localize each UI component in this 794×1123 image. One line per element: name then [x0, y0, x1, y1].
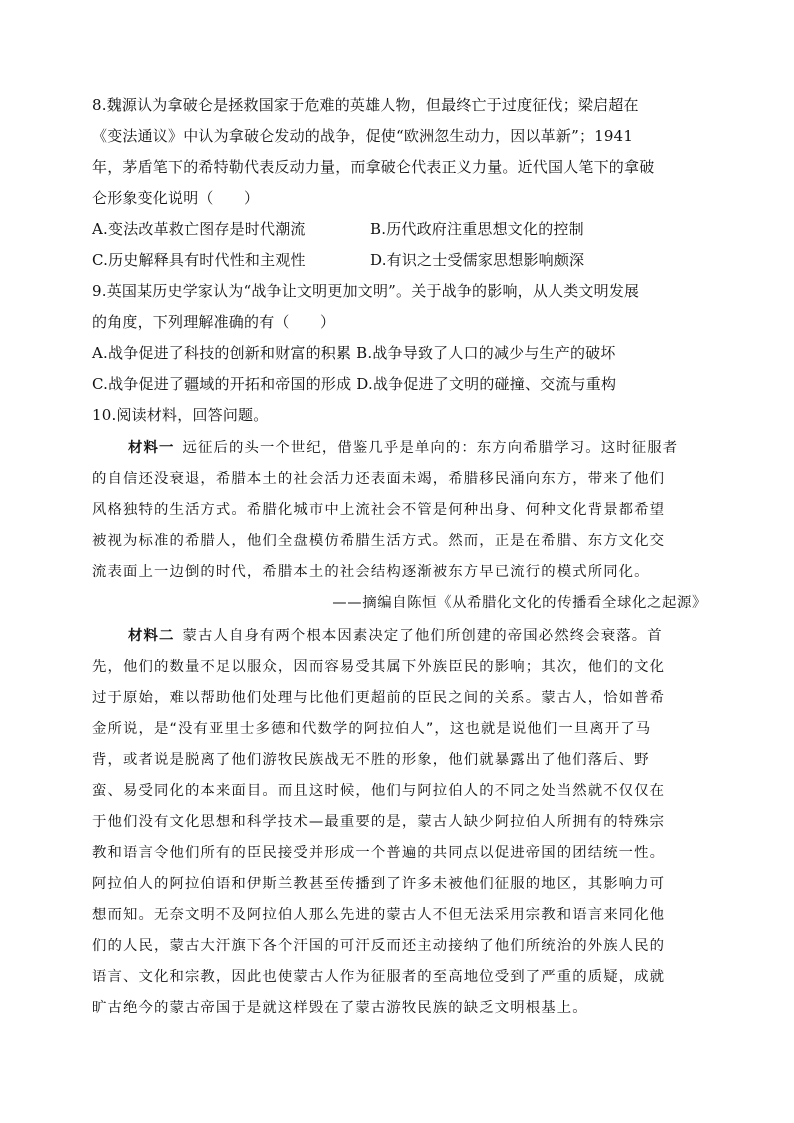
question-8-stem-line: 8.魏源认为拿破仑是拯救国家于危难的英雄人物，但最终亡于过度征伐；梁启超在 — [92, 96, 639, 114]
question-8-option-d[interactable]: D.有识之士受儒家思想影响颇深 — [370, 251, 585, 269]
question-8-stem-line: 年，茅盾笔下的希特勒代表反动力量，而拿破仑代表正义力量。近代国人笔下的拿破 — [92, 158, 655, 176]
material-2 — [92, 621, 707, 1024]
material-1-source: ——摘编自陈恒《从希腊化文化的传播看全球化之起源》 — [332, 595, 707, 611]
material-2-text-line: 背，或者说是脱离了他们游牧民族战无不胜的形象，他们就暴露出了他们落后、野 — [92, 752, 650, 768]
question-9 — [92, 276, 707, 400]
question-9-options-cd[interactable]: C.战争促进了疆域的开拓和帝国的形成 D.战争促进了文明的碰撞、交流与重构 — [92, 375, 617, 393]
material-2-text-line: 蛮、易受同化的本来面目。而且这时候，他们与阿拉伯人的不同之处当然就不仅仅在 — [92, 783, 666, 799]
material-1-text-line: 远征后的头一个世纪，借鉴几乎是单向的：东方向希腊学习。这时征服者 — [182, 440, 679, 456]
material-2-first-line — [92, 621, 707, 652]
question-8-option-c[interactable]: C.历史解释具有时代性和主观性 — [92, 251, 306, 269]
question-8-option-a[interactable]: A.变法改革救亡图存是时代潮流 — [92, 220, 306, 238]
question-8 — [92, 90, 707, 276]
material-1-text-line: 风格独特的生活方式。希腊化城市中上流社会不管是何种出身、何种文化背景都希望 — [92, 502, 666, 518]
material-2-text-line: 先，他们的数量不足以服众，因而容易受其属下外族臣民的影响；其次，他们的文化 — [92, 659, 666, 675]
material-2-text-line: 金所说，是“没有亚里士多德和代数学的阿拉伯人”，这也就是说他们一旦离开了马 — [92, 721, 652, 737]
material-2-text-line: 旷古绝今的蒙古帝国于是就这样毁在了蒙古游牧民族的缺乏文明根基上。 — [92, 1000, 588, 1016]
material-1-first-line — [92, 433, 707, 464]
material-2-label: 材料二 — [128, 628, 175, 644]
material-1-text-line: 被视为标准的希腊人，他们全盘模仿希腊生活方式。然而，正是在希腊、东方文化交 — [92, 533, 666, 549]
question-10 — [92, 400, 707, 1024]
exam-page — [92, 90, 707, 1024]
question-9-stem-line: 的角度，下列理解准确的有（ ） — [92, 313, 336, 331]
material-2-text-line: 们的人民，蒙古大汗旗下各个汗国的可汗反而还主动接纳了他们所统治的外族人民的 — [92, 938, 666, 954]
material-2-text-line: 于他们没有文化思想和科学技术—最重要的是，蒙古人缺少阿拉伯人所拥有的特殊宗 — [92, 814, 666, 830]
material-2-text-line: 教和语言令他们所有的臣民接受并形成一个普遍的共同点以促进帝国的团结统一性。 — [92, 845, 666, 861]
material-1-text-line: 流表面上一边倒的时代，希腊本土的社会结构逐渐被东方早已流行的模式所同化。 — [92, 564, 650, 580]
question-8-options-row-2 — [92, 245, 707, 276]
question-8-stem-line: 仑形象变化说明（ ） — [92, 189, 260, 207]
material-1-text-line: 的自信还没衰退，希腊本土的社会活力还表面未竭，希腊移民涌向东方，带来了他们 — [92, 471, 666, 487]
material-2-text-line: 语言、文化和宗教，因此也使蒙古人作为征服者的至高地位受到了严重的质疑，成就 — [92, 969, 666, 985]
material-2-text-line: 过于原始，难以帮助他们处理与比他们更超前的臣民之间的关系。蒙古人，恰如普希 — [92, 690, 666, 706]
question-9-options-ab[interactable]: A.战争促进了科技的创新和财富的积累 B.战争导致了人口的减少与生产的破坏 — [92, 344, 616, 362]
question-8-options-row-1 — [92, 214, 707, 245]
material-1 — [92, 433, 707, 619]
material-2-text-line: 蒙古人自身有两个根本因素决定了他们所创建的帝国必然终会衰落。首 — [182, 628, 663, 644]
question-10-stem: 10.阅读材料，回答问题。 — [92, 406, 269, 424]
question-8-option-b[interactable]: B.历代政府注重思想文化的控制 — [370, 220, 584, 238]
question-8-stem-line: 《变法通议》中认为拿破仑发动的战争，促使“欧洲忽生动力，因以革新”；1941 — [92, 127, 634, 145]
material-2-text-line: 阿拉伯人的阿拉伯语和伊斯兰教甚至传播到了许多未被他们征服的地区，其影响力可 — [92, 876, 666, 892]
material-2-text-line: 想而知。无奈文明不及阿拉伯人那么先进的蒙古人不但无法采用宗教和语言来同化他 — [92, 907, 666, 923]
question-9-stem-line: 9.英国某历史学家认为“战争让文明更加文明”。关于战争的影响，从人类文明发展 — [92, 282, 640, 300]
material-1-label: 材料一 — [128, 440, 175, 456]
